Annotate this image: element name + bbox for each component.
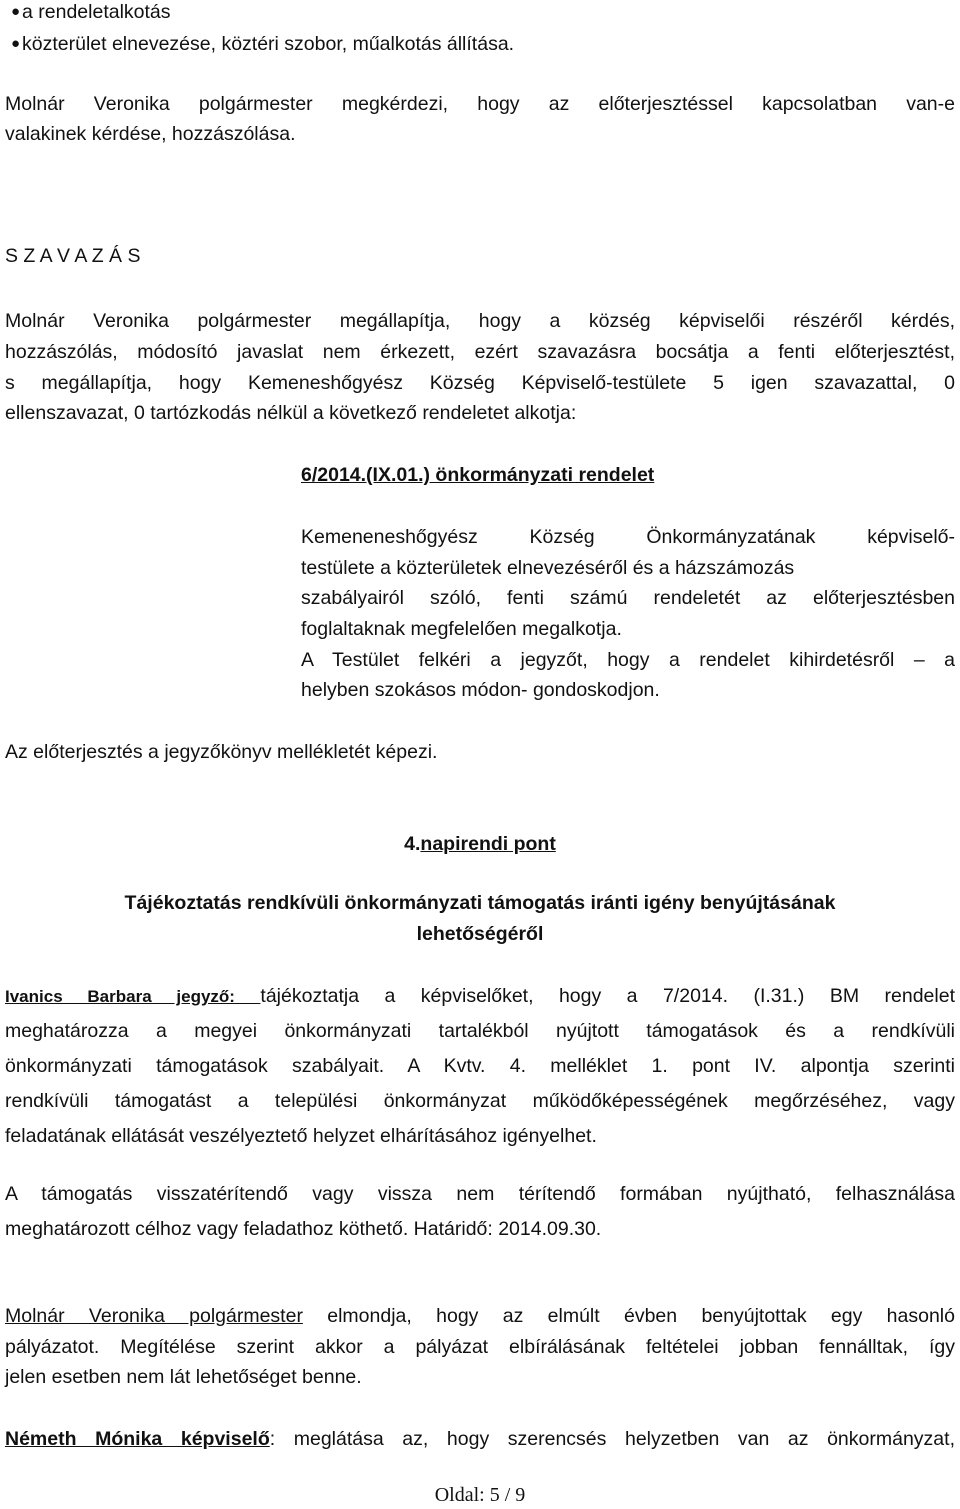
notary-speaker: Ivanics Barbara jegyző: bbox=[5, 987, 235, 1006]
decree-text-line: testülete a közterületek elnevezéséről és a házszámozás bbox=[301, 557, 795, 579]
decree-text-line: Kemeneneshőgyész Község Önkormányzatának képviselő- bbox=[301, 526, 955, 548]
page-footer: Oldal: 5 / 9 bbox=[434, 1484, 526, 1506]
agenda-point: 4.napirendi pont bbox=[404, 833, 556, 855]
decree-text-line: A Testület felkéri a jegyzőt, hogy a rendelet kihirdetésről – a bbox=[301, 649, 955, 671]
notary-text-line: feladatának ellátását veszélyeztető helyzet elhárításához igényelhet. bbox=[5, 1125, 597, 1147]
bullet-item: ● közterület elnevezése, köztéri szobor, műalkotás állítása. bbox=[11, 33, 515, 55]
mayor-first-line: Molnár Veronika polgármester elmondja, hogy az elmúlt évben benyújtottak egy hasonló bbox=[5, 1305, 955, 1327]
decree-text-line: szabályairól szóló, fenti számú rendeletét az előterjesztésben bbox=[301, 587, 955, 609]
nemeth-line: Németh Mónika képviselő: meglátása az, hogy szerencsés helyzetben van az önkormányzat, bbox=[5, 1428, 955, 1450]
agenda-title-line: Tájékoztatás rendkívüli önkormányzati támogatás iránti igény benyújtásának bbox=[124, 892, 836, 914]
agenda-title-line: lehetőségéről bbox=[416, 923, 544, 945]
notary-text-line: meghatározza a megyei önkormányzati tartalékból nyújtott támogatások és a rendkívüli bbox=[5, 1020, 955, 1042]
bullet-icon: ● bbox=[11, 3, 21, 20]
vote-text-line: ellenszavazat, 0 tartózkodás nélkül a következő rendeletet alkotja: bbox=[5, 402, 577, 424]
vote-text-line: s megállapítja, hogy Kemeneshőgyész Község Képviselő-testülete 5 igen szavazattal, 0 bbox=[5, 372, 955, 394]
nemeth-speaker: Németh Mónika képviselő bbox=[5, 1428, 270, 1450]
bullet-icon: ● bbox=[11, 35, 21, 52]
mayor-text-line: jelen esetben nem lát lehetőséget benne. bbox=[5, 1366, 362, 1388]
vote-text-line: hozzászólás, módosító javaslat nem érkezett, ezért szavazásra bocsátja a fenti előterjesztést, bbox=[5, 341, 955, 363]
notary-text-line: önkormányzati támogatások szabályait. A Kvtv. 4. melléklet 1. pont IV. alpontja szerinti bbox=[5, 1055, 955, 1077]
notary-first-line: Ivanics Barbara jegyző: tájékoztatja a képviselőket, hogy a 7/2014. (I.31.) BM rendelet bbox=[5, 985, 955, 1007]
vote-text-line: Molnár Veronika polgármester megállapítja, hogy a község képviselői részéről kérdés, bbox=[5, 310, 955, 332]
intro-line: valakinek kérdése, hozzászólása. bbox=[5, 123, 296, 145]
mayor-text-line: pályázatot. Megítélése szerint akkor a pályázat elbírálásának feltételei jobban fennálltak, így bbox=[5, 1336, 955, 1358]
notary-text-line: rendkívüli támogatást a települési önkormányzat működőképességének megőrzéséhez, vagy bbox=[5, 1090, 955, 1112]
decree-title: 6/2014.(IX.01.) önkormányzati rendelet bbox=[301, 464, 655, 486]
intro-line: Molnár Veronika polgármester megkérdezi, hogy az előterjesztéssel kapcsolatban van-e bbox=[5, 93, 955, 115]
bullet-item: ● a rendeletalkotás bbox=[11, 1, 171, 23]
support-text-line: meghatározott célhoz vagy feladathoz köthető. Határidő: 2014.09.30. bbox=[5, 1218, 602, 1240]
decree-text-line: helyben szokásos módon- gondoskodjon. bbox=[301, 679, 660, 701]
support-text-line: A támogatás visszatérítendő vagy vissza nem térítendő formában nyújtható, felhasználása bbox=[5, 1183, 955, 1205]
mayor-speaker: Molnár Veronika polgármester bbox=[5, 1305, 303, 1327]
decree-text-line: foglaltaknak megfelelően megalkotja. bbox=[301, 618, 622, 640]
annex-note: Az előterjesztés a jegyzőkönyv mellékletét képezi. bbox=[5, 741, 438, 763]
vote-heading: S Z A V A Z Á S bbox=[5, 245, 141, 267]
